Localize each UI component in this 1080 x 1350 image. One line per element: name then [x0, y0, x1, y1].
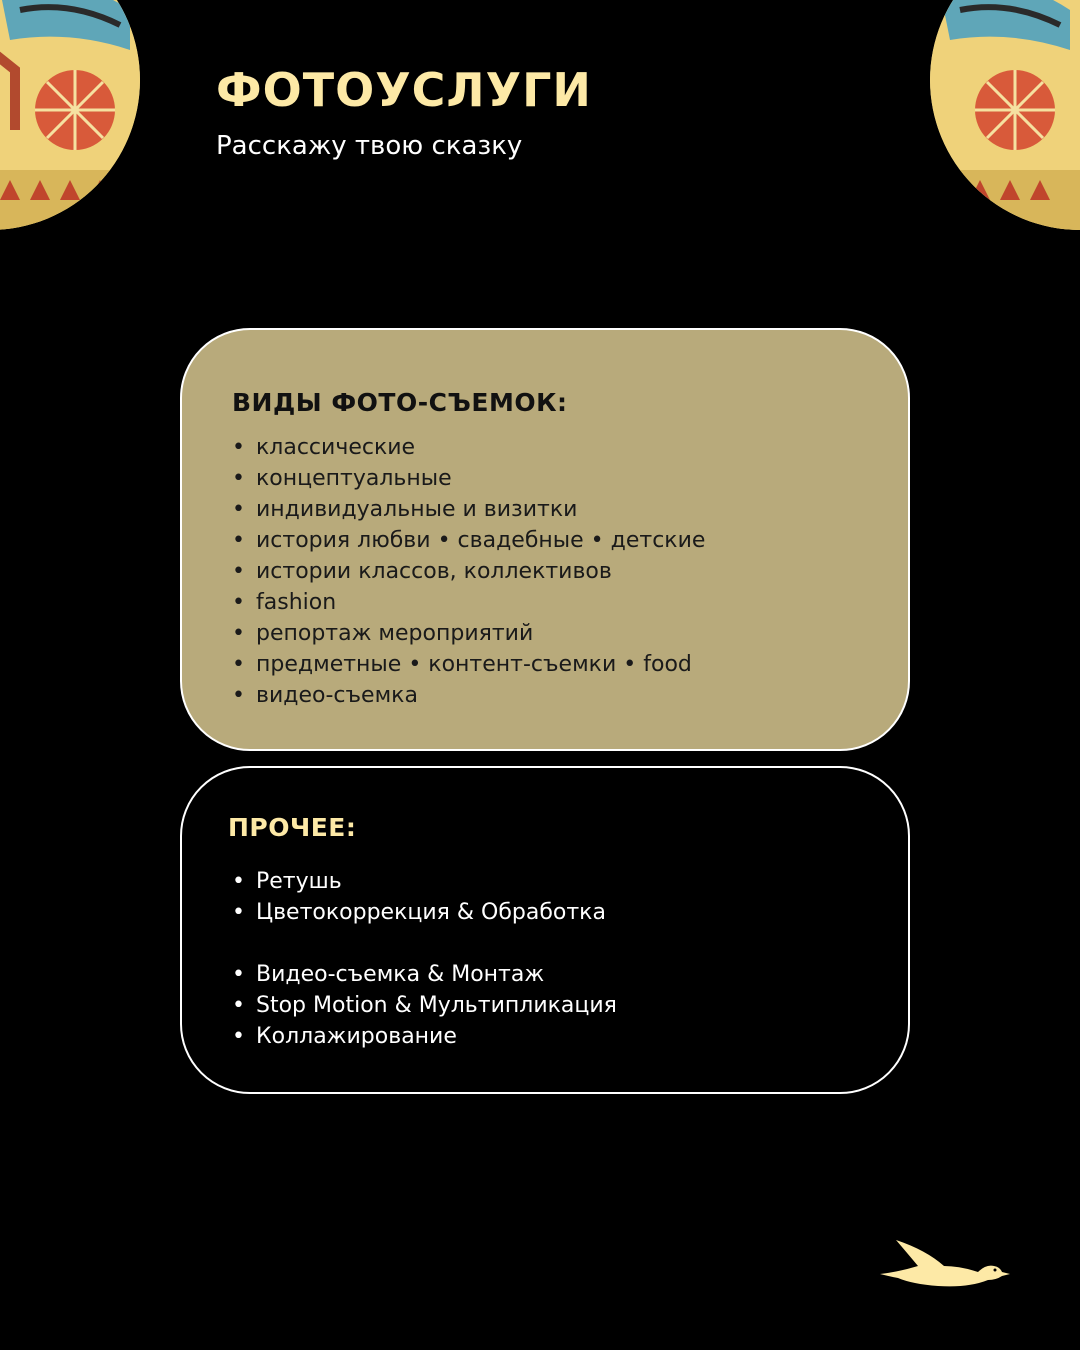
bullet: • [232, 435, 245, 460]
photo-types-card [180, 328, 910, 751]
list-item [232, 990, 617, 1021]
list-item-label: Цветокоррекция & Обработка [256, 900, 606, 925]
list-item [232, 463, 705, 494]
list-item [232, 649, 705, 680]
bullet: • [232, 683, 245, 708]
list-item-label: Видео-съемка & Монтаж [256, 962, 545, 987]
bullet: • [232, 590, 245, 615]
list-item-label: концептуальные [256, 466, 452, 491]
list-item-label: Ретушь [256, 869, 342, 894]
list-item [232, 866, 617, 897]
list-item-label: индивидуальные и визитки [256, 497, 578, 522]
list-item-label: Коллажирование [256, 1024, 457, 1049]
other-services-heading: ПРОЧЕЕ: [228, 813, 357, 842]
bullet: • [232, 993, 245, 1018]
bullet: • [232, 1024, 245, 1049]
list-item [232, 618, 705, 649]
bullet: • [232, 652, 245, 677]
list-item-label: предметные • контент-съемки • food [256, 652, 692, 677]
page-title: ФОТОУСЛУГИ [216, 63, 592, 117]
list-item [232, 680, 705, 711]
photo-types-heading: ВИДЫ ФОТО-СЪЕМОК: [232, 388, 568, 417]
list-item-label: история любви • свадебные • детские [256, 528, 706, 553]
decorative-art-left-icon [0, 0, 140, 230]
bullet: • [232, 497, 245, 522]
list-item [232, 556, 705, 587]
bullet: • [232, 621, 245, 646]
list-item [232, 525, 705, 556]
decorative-art-right-icon [930, 0, 1080, 230]
list-item [232, 587, 705, 618]
other-services-card [180, 766, 910, 1094]
bird-logo-icon [878, 1236, 1014, 1296]
list-item-label: классические [256, 435, 416, 460]
bullet: • [232, 528, 245, 553]
list-item [232, 494, 705, 525]
list-item-label: fashion [256, 590, 337, 615]
list-item-label: репортаж мероприятий [256, 621, 534, 646]
bullet: • [232, 466, 245, 491]
list-item [232, 959, 617, 990]
list-item-label: Stop Motion & Мультипликация [256, 993, 617, 1018]
list-item [232, 1021, 617, 1052]
photo-types-list [232, 432, 705, 711]
bullet: • [232, 869, 245, 894]
bullet: • [232, 900, 245, 925]
list-item [232, 432, 705, 463]
list-item-label: истории классов, коллективов [256, 559, 612, 584]
page-subtitle: Расскажу твою сказку [216, 131, 523, 161]
bullet: • [232, 962, 245, 987]
list-item [232, 897, 617, 928]
bullet: • [232, 559, 245, 584]
other-services-list [232, 866, 617, 1052]
list-item-label: видео-съемка [256, 683, 418, 708]
